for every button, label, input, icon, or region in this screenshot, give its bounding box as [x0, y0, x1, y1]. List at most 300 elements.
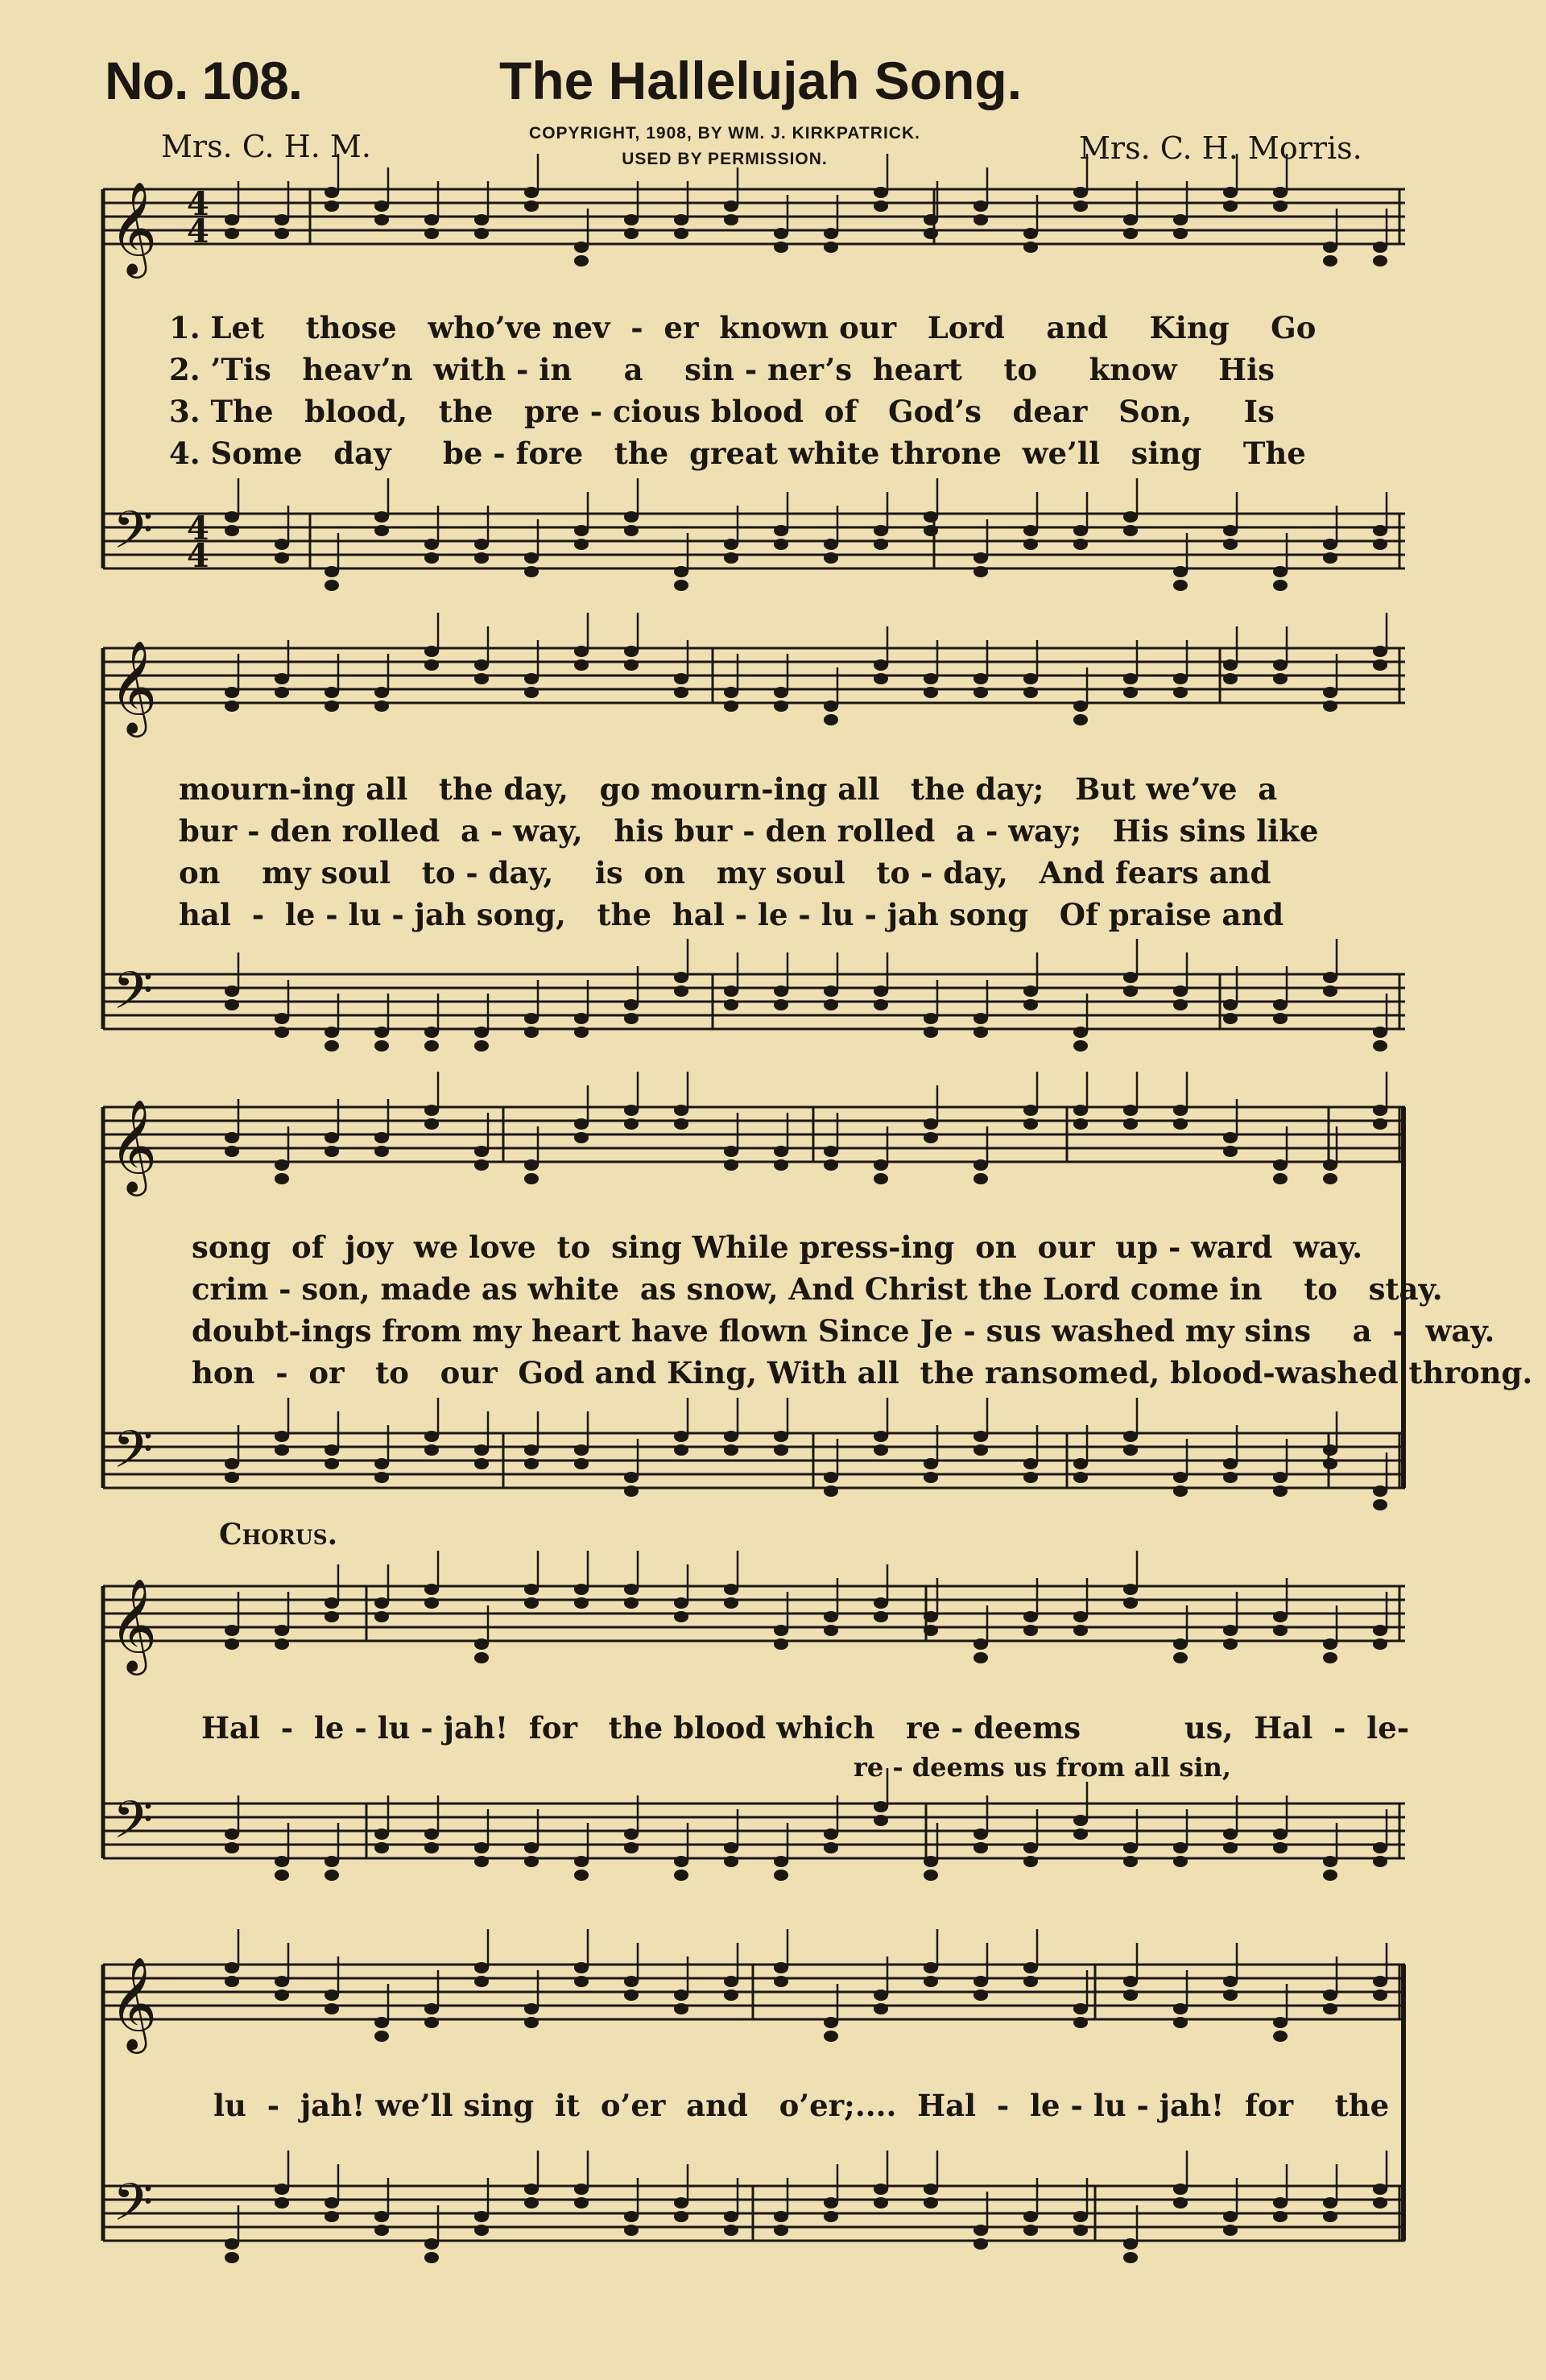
bass-clef-icon: 𝄢: [113, 1791, 154, 1863]
note-head: [574, 1013, 589, 1024]
note-head: [774, 525, 788, 536]
note-head: [973, 1976, 988, 1987]
note-head: [1173, 2017, 1188, 2028]
note-head: [1373, 1990, 1387, 2001]
note-head: [624, 1584, 639, 1595]
note-head: [924, 511, 938, 523]
note-head: [1173, 673, 1188, 684]
note-head: [474, 1040, 489, 1052]
note-head: [225, 1842, 239, 1853]
verse-3-line-1: 3. The blood, the pre - cious blood of God’s dear Son, Is: [169, 394, 1275, 429]
note-head: [774, 1444, 788, 1456]
note-head: [1073, 1040, 1088, 1052]
note-head: [1273, 2197, 1288, 2209]
note-head: [874, 2184, 888, 2195]
note-head: [1173, 580, 1188, 591]
note-head: [624, 999, 639, 1010]
note-head: [824, 552, 838, 564]
note-head: [474, 1976, 489, 1987]
note-head: [1273, 200, 1288, 212]
note-head: [424, 2017, 439, 2028]
author-credit: Mrs. C. H. M.: [161, 129, 371, 164]
note-head: [1373, 2197, 1387, 2209]
note-head: [774, 1159, 788, 1171]
note-head: [624, 1472, 639, 1483]
note-head: [1073, 1611, 1088, 1622]
verse-2-line-3: crim - son, made as white as snow, And Christ the Lord come in to stay.: [192, 1271, 1443, 1307]
note-head: [474, 1146, 489, 1157]
note-head: [774, 1625, 788, 1636]
note-head: [574, 1856, 589, 1867]
note-head: [1123, 1431, 1138, 1442]
note-head: [524, 673, 539, 684]
note-head: [824, 1485, 838, 1497]
note-head: [474, 228, 489, 239]
note-head: [973, 1652, 988, 1663]
note-head: [1123, 2238, 1138, 2250]
note-head: [1023, 1611, 1038, 1622]
note-head: [424, 1444, 439, 1456]
note-head: [474, 673, 489, 684]
time-signature-top: 4: [187, 510, 209, 547]
note-head: [574, 525, 589, 536]
note-head: [674, 2211, 688, 2222]
note-head: [324, 580, 339, 591]
note-head: [1223, 1013, 1238, 1024]
chorus-line-2: lu - jah! we’ll sing it o’er and o’er;.... Hal - le - lu - jah! for the: [213, 2088, 1390, 2123]
note-head: [624, 214, 639, 225]
treble-clef-icon: 𝄞: [110, 1098, 158, 1192]
note-head: [474, 2225, 489, 2236]
note-head: [1023, 1976, 1038, 1987]
note-head: [774, 539, 788, 550]
note-head: [275, 2184, 289, 2195]
note-head: [624, 2211, 639, 2222]
note-head: [1073, 1815, 1088, 1826]
note-head: [973, 1842, 988, 1853]
note-head: [275, 539, 289, 550]
note-head: [1173, 687, 1188, 698]
note-head: [774, 1976, 788, 1987]
note-head: [874, 2197, 888, 2209]
note-head: [824, 2031, 838, 2042]
note-head: [924, 1013, 938, 1024]
note-head: [1223, 673, 1238, 684]
note-head: [275, 1444, 289, 1456]
note-head: [1173, 1842, 1188, 1853]
note-head: [1373, 255, 1387, 267]
note-head: [1023, 687, 1038, 698]
note-head: [225, 985, 239, 997]
note-head: [1273, 187, 1288, 198]
note-head: [225, 2238, 239, 2250]
treble-clef-icon: 𝄞: [110, 639, 158, 733]
note-head: [1323, 2197, 1337, 2209]
note-head: [1173, 1638, 1188, 1650]
note-head: [1023, 1458, 1038, 1469]
note-head: [524, 1159, 539, 1171]
note-head: [624, 1828, 639, 1840]
note-head: [924, 1472, 938, 1483]
note-head: [624, 1976, 639, 1987]
note-head: [674, 972, 688, 983]
note-head: [324, 1146, 339, 1157]
note-head: [624, 1118, 639, 1130]
note-head: [624, 1485, 639, 1497]
note-head: [824, 999, 838, 1010]
note-head: [874, 999, 888, 1010]
note-head: [874, 539, 888, 550]
note-head: [374, 700, 389, 712]
note-head: [1373, 1856, 1387, 1867]
note-head: [1073, 714, 1088, 725]
note-head: [474, 1638, 489, 1650]
note-head: [874, 1159, 888, 1171]
note-head: [524, 1444, 539, 1456]
note-head: [1273, 580, 1288, 591]
note-head: [874, 1444, 888, 1456]
note-head: [225, 1458, 239, 1469]
note-head: [1123, 228, 1138, 239]
note-head: [1123, 1842, 1138, 1853]
note-head: [874, 1597, 888, 1609]
note-head: [225, 1638, 239, 1650]
note-head: [724, 2225, 738, 2236]
note-head: [474, 1856, 489, 1867]
note-head: [674, 2003, 688, 2014]
note-head: [924, 1856, 938, 1867]
note-head: [674, 214, 688, 225]
note-head: [674, 1105, 688, 1116]
note-head: [225, 1962, 239, 1973]
note-head: [1273, 659, 1288, 671]
note-head: [574, 1597, 589, 1609]
note-head: [1073, 700, 1088, 712]
note-head: [674, 228, 688, 239]
note-head: [1273, 1472, 1288, 1483]
note-head: [624, 2225, 639, 2236]
note-head: [1373, 1118, 1387, 1130]
note-head: [824, 700, 838, 712]
note-head: [374, 214, 389, 225]
note-head: [374, 1132, 389, 1143]
note-head: [1323, 2003, 1337, 2014]
note-head: [874, 673, 888, 684]
note-head: [374, 1027, 389, 1038]
note-head: [275, 2197, 289, 2209]
note-head: [424, 659, 439, 671]
note-head: [774, 228, 788, 239]
note-head: [324, 1458, 339, 1469]
note-head: [524, 566, 539, 577]
note-head: [424, 1828, 439, 1840]
note-head: [924, 2184, 938, 2195]
note-head: [1023, 2211, 1038, 2222]
note-head: [574, 646, 589, 657]
note-head: [324, 1132, 339, 1143]
note-head: [275, 1431, 289, 1442]
note-head: [324, 1611, 339, 1622]
note-head: [374, 1597, 389, 1609]
note-head: [824, 228, 838, 239]
note-head: [1173, 2003, 1188, 2014]
note-head: [874, 1431, 888, 1442]
note-head: [1323, 1856, 1337, 1867]
note-head: [1373, 525, 1387, 536]
note-head: [1223, 525, 1238, 536]
note-head: [724, 1990, 738, 2001]
note-head: [1323, 242, 1337, 253]
note-head: [874, 1173, 888, 1184]
hymn-title: The Hallelujah Song.: [499, 51, 1023, 110]
note-head: [1273, 1013, 1288, 1024]
note-head: [724, 1842, 738, 1853]
note-head: [1273, 2017, 1288, 2028]
treble-clef-icon: 𝄞: [110, 180, 158, 275]
note-head: [1123, 972, 1138, 983]
note-head: [225, 511, 239, 523]
note-head: [1223, 1458, 1238, 1469]
note-head: [1323, 1458, 1337, 1469]
note-head: [973, 1990, 988, 2001]
note-head: [624, 1990, 639, 2001]
note-head: [973, 1173, 988, 1184]
note-head: [424, 1105, 439, 1116]
note-head: [225, 1132, 239, 1143]
note-head: [424, 1584, 439, 1595]
time-signature-top: 4: [187, 185, 209, 223]
note-head: [774, 242, 788, 253]
note-head: [424, 214, 439, 225]
note-head: [1123, 673, 1138, 684]
note-head: [1373, 2184, 1387, 2195]
note-head: [724, 552, 738, 564]
note-head: [1223, 539, 1238, 550]
note-head: [1073, 1625, 1088, 1636]
note-head: [1323, 2211, 1337, 2222]
note-head: [824, 714, 838, 725]
note-head: [674, 1870, 688, 1881]
note-head: [1273, 1625, 1288, 1636]
note-head: [474, 1159, 489, 1171]
note-head: [1223, 187, 1238, 198]
note-head: [275, 1625, 289, 1636]
note-head: [774, 700, 788, 712]
note-head: [1373, 1027, 1387, 1038]
note-head: [524, 1173, 539, 1184]
note-head: [1023, 525, 1038, 536]
note-head: [674, 985, 688, 997]
time-signature-bottom: 4: [187, 213, 209, 250]
note-head: [1123, 1990, 1138, 2001]
note-head: [1373, 1625, 1387, 1636]
note-head: [1323, 552, 1337, 564]
note-head: [774, 2225, 788, 2236]
note-head: [424, 1842, 439, 1853]
note-head: [973, 1444, 988, 1456]
note-head: [474, 1962, 489, 1973]
note-head: [724, 539, 738, 550]
note-head: [574, 1584, 589, 1595]
note-head: [1223, 1828, 1238, 1840]
note-head: [275, 228, 289, 239]
note-head: [924, 228, 938, 239]
note-head: [824, 1472, 838, 1483]
verse-1-line-2: mourn-ing all the day, go mourn-ing all the day; But we’ve a: [179, 771, 1278, 807]
note-head: [1273, 1611, 1288, 1622]
note-head: [724, 1597, 738, 1609]
note-head: [474, 539, 489, 550]
note-head: [424, 1597, 439, 1609]
note-head: [424, 2003, 439, 2014]
note-head: [1073, 2225, 1088, 2236]
note-head: [424, 1118, 439, 1130]
note-head: [924, 1962, 938, 1973]
note-head: [624, 228, 639, 239]
note-head: [924, 1625, 938, 1636]
note-head: [1123, 1584, 1138, 1595]
note-head: [524, 187, 539, 198]
note-head: [924, 214, 938, 225]
note-head: [824, 1625, 838, 1636]
note-head: [1173, 1652, 1188, 1663]
note-head: [724, 2211, 738, 2222]
note-head: [1073, 2017, 1088, 2028]
note-head: [1373, 1638, 1387, 1650]
note-head: [774, 985, 788, 997]
note-head: [1373, 1499, 1387, 1510]
note-head: [374, 2031, 389, 2042]
note-head: [924, 1118, 938, 1130]
note-head: [1223, 1638, 1238, 1650]
note-head: [1023, 985, 1038, 997]
note-head: [1273, 673, 1288, 684]
note-head: [973, 1159, 988, 1171]
note-head: [1273, 2211, 1288, 2222]
note-head: [1273, 1842, 1288, 1853]
note-head: [1223, 2225, 1238, 2236]
note-head: [374, 2017, 389, 2028]
note-head: [1323, 255, 1337, 267]
note-head: [1023, 539, 1038, 550]
note-head: [225, 700, 239, 712]
note-head: [973, 673, 988, 684]
note-head: [524, 1856, 539, 1867]
note-head: [1123, 1444, 1138, 1456]
note-head: [874, 1815, 888, 1826]
note-head: [1323, 1173, 1337, 1184]
note-head: [275, 1976, 289, 1987]
note-head: [924, 1027, 938, 1038]
note-head: [1273, 1159, 1288, 1171]
note-head: [1023, 1105, 1038, 1116]
note-head: [774, 1856, 788, 1867]
note-head: [275, 1638, 289, 1650]
note-head: [524, 2017, 539, 2028]
note-head: [574, 659, 589, 671]
note-head: [824, 1159, 838, 1171]
note-head: [774, 1638, 788, 1650]
note-head: [874, 200, 888, 212]
note-head: [1373, 1040, 1387, 1052]
note-head: [1073, 200, 1088, 212]
note-head: [374, 525, 389, 536]
note-head: [874, 525, 888, 536]
note-head: [924, 1976, 938, 1987]
note-head: [724, 214, 738, 225]
note-head: [1273, 566, 1288, 577]
note-head: [324, 2003, 339, 2014]
note-head: [1323, 1638, 1337, 1650]
note-head: [1023, 1625, 1038, 1636]
note-head: [1223, 659, 1238, 671]
note-head: [225, 1625, 239, 1636]
note-head: [674, 1990, 688, 2001]
note-head: [973, 566, 988, 577]
note-head: [1123, 985, 1138, 997]
note-head: [474, 552, 489, 564]
note-head: [1273, 1828, 1288, 1840]
note-head: [524, 1584, 539, 1595]
treble-clef-icon: 𝄞: [110, 1956, 158, 2050]
time-signature-bottom: 4: [187, 537, 209, 575]
chorus-line-1: Hal - le - lu - jah! for the blood which re - deems us, Hal - le-: [201, 1710, 1410, 1746]
note-head: [1123, 687, 1138, 698]
note-head: [574, 255, 589, 267]
note-head: [674, 566, 688, 577]
note-head: [924, 1611, 938, 1622]
verse-3-line-2: on my soul to - day, is on my soul to - day, And fears and: [179, 855, 1271, 890]
note-head: [924, 673, 938, 684]
note-head: [824, 539, 838, 550]
note-head: [424, 228, 439, 239]
note-head: [1173, 2184, 1188, 2195]
note-head: [1373, 1976, 1387, 1987]
note-head: [524, 1842, 539, 1853]
note-head: [275, 1159, 289, 1171]
note-head: [1323, 687, 1337, 698]
note-head: [674, 1444, 688, 1456]
note-head: [574, 1976, 589, 1987]
note-head: [324, 566, 339, 577]
note-head: [924, 1870, 938, 1881]
note-head: [1073, 1472, 1088, 1483]
note-head: [774, 1146, 788, 1157]
note-head: [1073, 539, 1088, 550]
note-head: [724, 687, 738, 698]
note-head: [524, 1458, 539, 1469]
note-head: [275, 214, 289, 225]
chorus-label: Chorus.: [219, 1518, 338, 1552]
note-head: [1273, 1173, 1288, 1184]
note-head: [374, 1472, 389, 1483]
note-head: [624, 1842, 639, 1853]
note-head: [424, 552, 439, 564]
note-head: [524, 1027, 539, 1038]
note-head: [225, 214, 239, 225]
note-head: [624, 659, 639, 671]
note-head: [524, 2184, 539, 2195]
note-head: [574, 1458, 589, 1469]
note-head: [1073, 1118, 1088, 1130]
verse-4-line-2: hal - le - lu - jah song, the hal - le - lu - jah song Of praise and: [179, 897, 1284, 932]
note-head: [674, 2197, 688, 2209]
note-head: [1373, 539, 1387, 550]
note-head: [1023, 999, 1038, 1010]
note-head: [374, 200, 389, 212]
note-head: [924, 1132, 938, 1143]
note-head: [1173, 985, 1188, 997]
